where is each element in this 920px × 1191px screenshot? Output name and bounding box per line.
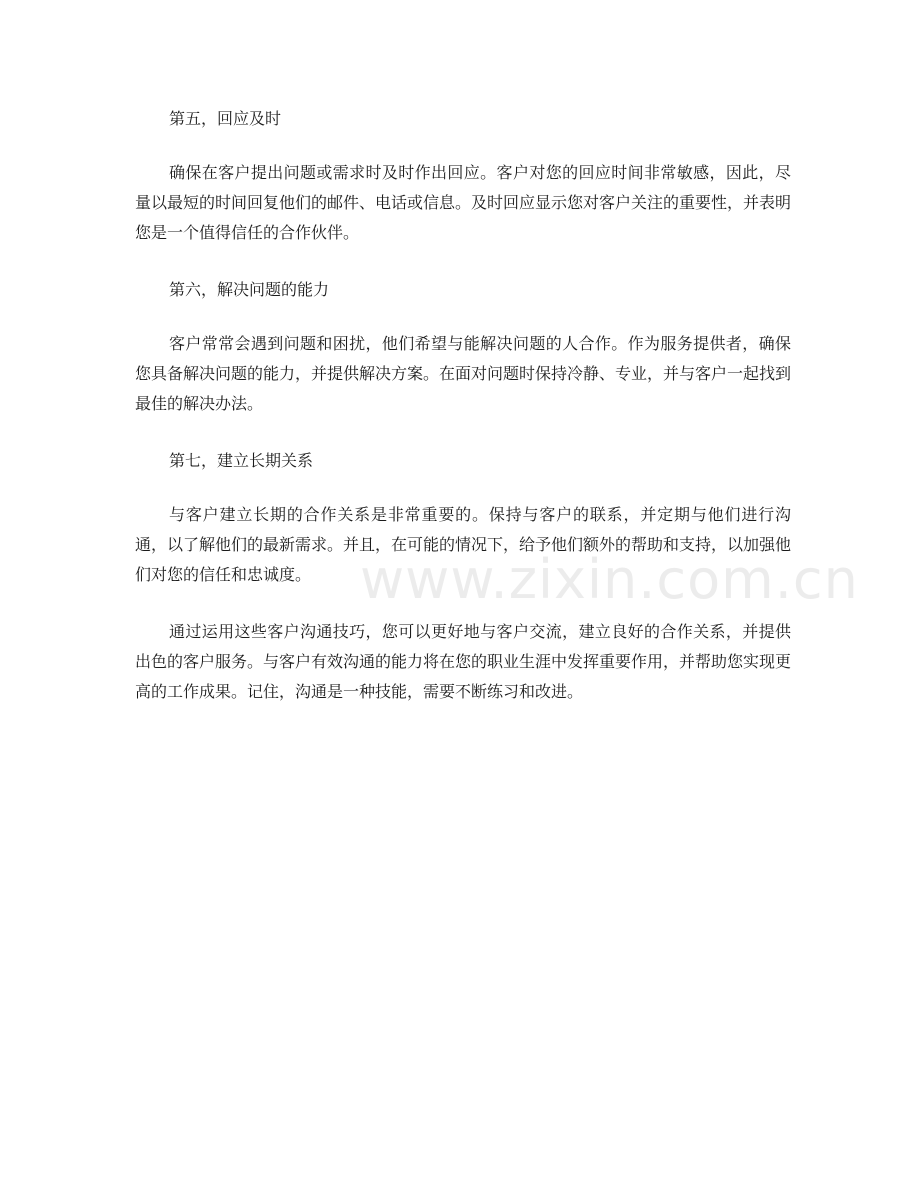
section-heading-7: 第七，建立长期关系: [169, 451, 314, 470]
section-heading-5: 第五，回应及时: [169, 109, 282, 128]
watermark: www.zixin.com.cn: [360, 548, 859, 611]
section-paragraph-6: 客户常常会遇到问题和困扰，他们希望与能解决问题的人合作。作为服务提供者，确保您具备解决问题的能力，并提供解决方案。在面对问题时保持冷静、专业，并与客户一起找到最佳的解决办法。: [135, 334, 792, 413]
conclusion-paragraph: 通过运用这些客户沟通技巧，您可以更好地与客户交流，建立良好的合作关系，并提供出色的客户服务。与客户有效沟通的能力将在您的职业生涯中发挥重要作用，并帮助您实现更高的工作成果。记住，沟通是一种技能，需要不断练习和改进。: [135, 622, 792, 701]
document-body: [135, 104, 791, 734]
section-paragraph-5: 确保在客户提出问题或需求时及时作出回应。客户对您的回应时间非常敏感，因此，尽量以最短的时间回复他们的邮件、电话或信息。及时回应显示您对客户关注的重要性，并表明您是一个值得信任的合作伙伴。: [135, 163, 792, 242]
section-heading-6: 第六，解决问题的能力: [169, 280, 330, 299]
section-paragraph-7: 与客户建立长期的合作关系是非常重要的。保持与客户的联系，并定期与他们进行沟通，以了解他们的最新需求。并且，在可能的情况下，给予他们额外的帮助和支持，以加强他们对您的信任和忠诚度。: [135, 505, 792, 584]
